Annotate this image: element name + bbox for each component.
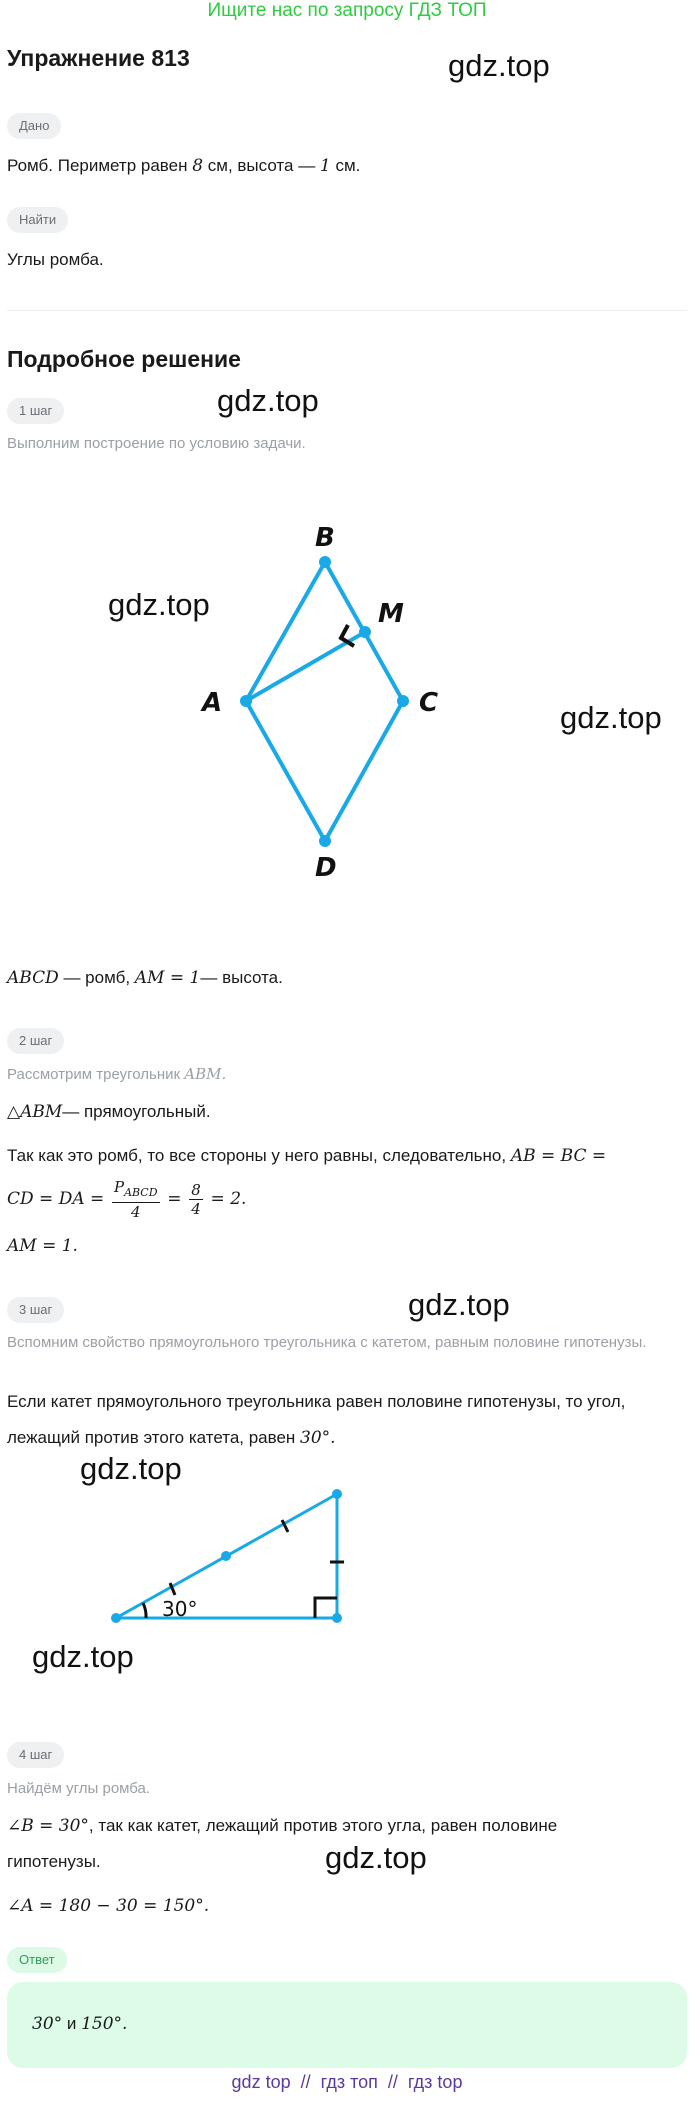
right-triangle-diagram [100,1480,360,1630]
math: 30°. [300,1428,336,1448]
rhombus-diagram [190,510,460,890]
watermark: gdz.top [217,383,319,418]
vertex [111,1613,121,1623]
step-1-conclusion [7,960,283,996]
given-height: 1 [319,156,331,176]
given-perimeter: 8 [192,156,204,176]
math: 150°. [81,2014,128,2034]
vertex [332,1489,342,1499]
math: ∠B = 30° [7,1816,89,1836]
vertex [332,1613,342,1623]
step-1-hint: Выполним построение по условию задачи. [7,435,306,452]
midpoint [221,1551,231,1561]
angle-label: 30° [162,1597,198,1621]
math: ABM. [184,1065,227,1083]
step-4-line-2: гипотенузы. [7,1852,101,1871]
step-2-badge: 2 шаг [7,1028,64,1054]
math: ABCD [124,1186,158,1199]
text: , так как катет, лежащий против этого угла, равен половине [88,1816,558,1835]
watermark: gdz.top [32,1639,134,1674]
step-2-line-3 [7,1178,246,1221]
watermark: gdz.top [108,587,210,622]
solution-title: Подробное решение [7,346,241,372]
math: 4 [191,1200,201,1218]
text: — прямоугольный. [62,1102,211,1121]
label-c: C [419,688,439,718]
label-d: D [315,853,337,883]
math: 8 [191,1181,201,1199]
math: = [167,1188,182,1209]
footer-links[interactable]: gdz top // гдз топ // гдз top [231,2072,463,2092]
page-title: Упражнение 813 [7,45,190,71]
text: — ромб, [58,968,135,987]
text: — высота. [200,968,283,987]
step-2-hint [7,1063,226,1086]
step-3-badge: 3 шаг [7,1297,64,1323]
vertex-a [240,695,252,707]
math: ∠A = 180 − 30 = 150°. [7,1896,210,1916]
divider [7,310,687,311]
given-text-before: Ромб. Периметр равен [7,156,193,175]
math: AB = BC = [510,1146,607,1166]
watermark: gdz.top [448,48,550,83]
fraction-perimeter [112,1178,160,1221]
math: AM = 1. [7,1236,78,1256]
answer-text [32,2006,127,2042]
math: ABCD [7,968,59,988]
step-4-badge: 4 шаг [7,1742,64,1768]
math: AM = 1 [134,968,201,988]
vertex-d [319,835,331,847]
step-4-line-1 [7,1808,557,1844]
math: 30° [32,2014,63,2034]
step-2-line-1 [7,1094,211,1130]
given-text-after: см. [330,156,361,175]
math: 4 [130,1203,141,1221]
vertex-c [397,695,409,707]
side-cd [325,701,403,841]
search-banner[interactable]: Ищите нас по запросу ГДЗ ТОП [207,0,487,21]
text: Так как это ромб, то все стороны у него равны, следовательно, [7,1146,511,1165]
text: и [62,2014,82,2033]
answer-badge: Ответ [7,1947,67,1973]
watermark: gdz.top [408,1287,510,1322]
math: △ABM [7,1102,63,1122]
text: лежащий против этого катета, равен [7,1428,301,1447]
fraction-value [189,1181,203,1218]
side-da [246,701,325,841]
math: = 2. [210,1188,247,1209]
step-2-line-4 [7,1228,78,1264]
step-3-rule-line-1: Если катет прямоугольного треугольника равен половине гипотенузы, то угол, [7,1392,626,1411]
step-4-hint: Найдём углы ромба. [7,1780,151,1797]
find-badge: Найти [7,207,68,233]
math: CD = DA = [7,1188,105,1209]
step-1-badge: 1 шаг [7,398,64,424]
given-badge: Дано [7,113,61,139]
point-m [359,626,371,638]
step-3-hint: Вспомним свойство прямоугольного треугольника с катетом, равным половине гипотенузы. [7,1334,647,1351]
find-text: Углы ромба. [7,250,104,269]
watermark: gdz.top [80,1451,182,1486]
given-text-mid: см, высота — [203,156,320,175]
vertex-b [319,556,331,568]
math: P [113,1178,125,1196]
step-4-line-3 [7,1888,209,1924]
text: Рассмотрим треугольник [7,1066,185,1083]
label-b: B [315,523,335,553]
angle-arc [143,1603,146,1618]
watermark: gdz.top [560,700,662,735]
watermark: gdz.top [325,1840,427,1875]
label-m: M [378,599,404,629]
given-text [7,148,360,184]
step-2-line-2 [7,1138,606,1174]
label-a: A [202,688,223,718]
